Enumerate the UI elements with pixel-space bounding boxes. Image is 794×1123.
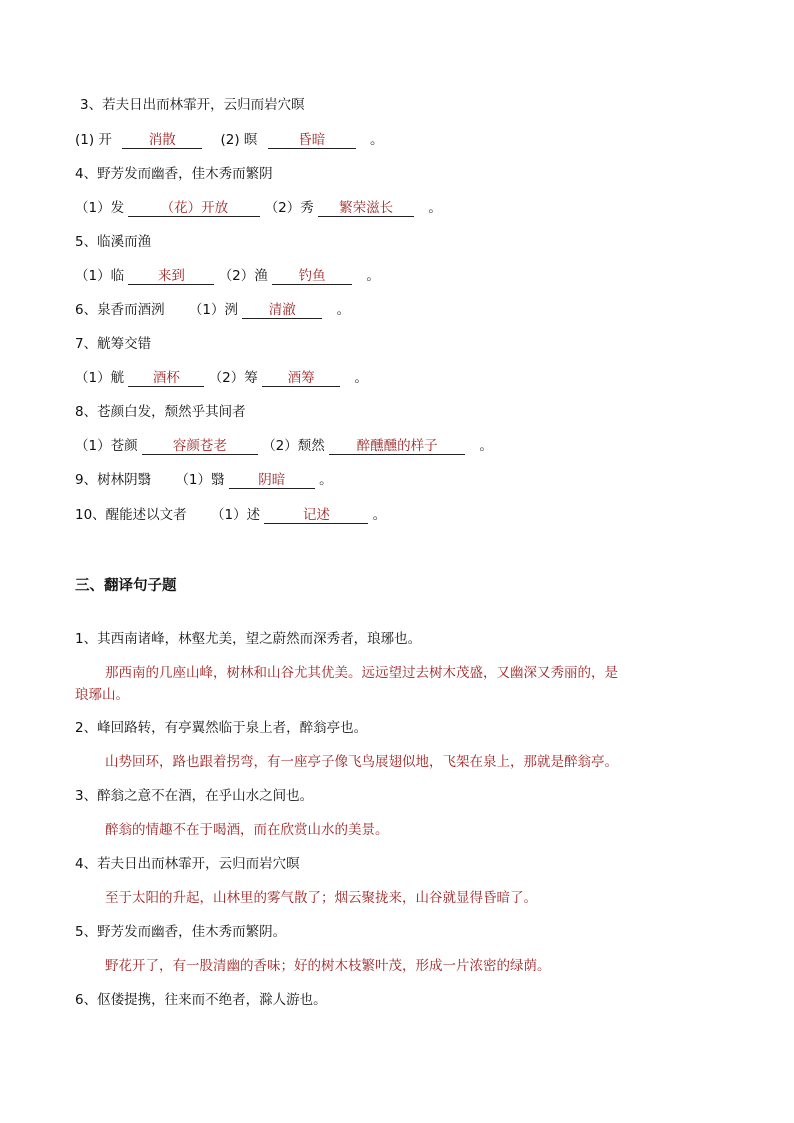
end-mark: 。 — [366, 268, 380, 284]
answer-blank: 酒杯 — [128, 370, 204, 387]
vocab-q4-answers — [75, 199, 442, 217]
answer-label: （1）述 — [210, 507, 261, 523]
answer-blank: 钓鱼 — [272, 268, 352, 285]
answer-label: (2) 暝 — [220, 132, 258, 148]
answer-blank: 繁荣滋长 — [318, 200, 414, 217]
translation-source-6: 6、伛偻提携，往来而不绝者，滁人游也。 — [75, 992, 327, 1008]
answer-label: （1）翳 — [175, 472, 225, 488]
answer-label: (1) 开 — [75, 132, 112, 148]
vocab-q9-prompt: 9、树林阴翳 — [75, 472, 152, 488]
translation-answer-2: 山势回环，路也跟着拐弯，有一座亭子像飞鸟展翅似地，飞架在泉上，那就是醉翁亭。 — [105, 754, 618, 770]
answer-label: （1）临 — [75, 268, 125, 284]
answer-label: （1）洌 — [188, 302, 238, 318]
translation-source-3: 3、醉翁之意不在酒，在乎山水之间也。 — [75, 788, 314, 804]
vocab-q3-answers — [75, 131, 384, 149]
vocab-q5-prompt: 5、临溪而渔 — [75, 234, 152, 250]
end-mark: 。 — [336, 302, 351, 318]
answer-label: （1）觥 — [75, 370, 125, 386]
translation-answer-3: 醉翁的情趣不在于喝酒，而在欣赏山水的美景。 — [105, 822, 389, 838]
end-mark: 。 — [319, 472, 333, 488]
answer-blank: 记述 — [264, 507, 368, 524]
vocab-q4-prompt: 4、野芳发而幽香，佳木秀而繁阴 — [75, 166, 273, 182]
end-mark: 。 — [372, 507, 387, 523]
section-heading: 三、翻译句子题 — [75, 578, 177, 594]
vocab-q10-prompt: 10、醒能述以文者 — [75, 507, 187, 523]
vocab-q10 — [75, 506, 386, 524]
vocab-q6-prompt: 6、泉香而酒洌 — [75, 302, 165, 318]
vocab-q7-answers — [75, 369, 368, 387]
answer-blank: 容颜苍老 — [142, 438, 258, 455]
vocab-q8-prompt: 8、苍颜白发，颓然乎其间者 — [75, 404, 246, 420]
vocab-q3-prompt: 3、若夫日出而林霏开，云归而岩穴暝 — [80, 97, 305, 113]
vocab-q9 — [75, 471, 333, 489]
answer-blank: 消散 — [122, 132, 202, 149]
end-mark: 。 — [479, 438, 493, 454]
translation-source-5: 5、野芳发而幽香，佳木秀而繁阴。 — [75, 924, 287, 940]
vocab-q5-answers — [75, 267, 380, 285]
answer-blank: 阴暗 — [229, 472, 315, 489]
answer-blank: （花）开放 — [128, 200, 260, 217]
answer-label: （1）发 — [75, 200, 125, 216]
answer-label: （2）筹 — [208, 370, 258, 386]
answer-label: （1）苍颜 — [75, 438, 138, 454]
end-mark: 。 — [370, 132, 384, 148]
answer-blank: 酒筹 — [262, 370, 340, 387]
answer-blank: 清澈 — [242, 302, 322, 319]
answer-blank: 昏暗 — [268, 132, 356, 149]
vocab-q6 — [75, 301, 350, 319]
translation-answer-1a: 那西南的几座山峰，树林和山谷尤其优美。远远望过去树木茂盛，又幽深又秀丽的，是 — [105, 665, 618, 681]
answer-label: （2）颓然 — [262, 438, 325, 454]
translation-answer-5: 野花开了，有一股清幽的香味；好的树木枝繁叶茂，形成一片浓密的绿荫。 — [105, 958, 551, 974]
vocab-q7-prompt: 7、觥筹交错 — [75, 336, 152, 352]
end-mark: 。 — [428, 200, 442, 216]
answer-blank: 来到 — [128, 268, 214, 285]
answer-blank: 醉醺醺的样子 — [329, 438, 465, 455]
end-mark: 。 — [354, 370, 368, 386]
translation-source-2: 2、峰回路转，有亭翼然临于泉上者，醉翁亭也。 — [75, 720, 368, 736]
answer-label: （2）渔 — [218, 268, 268, 284]
translation-source-4: 4、若夫日出而林霏开，云归而岩穴暝 — [75, 856, 300, 872]
translation-source-1: 1、其西南诸峰，林壑尤美，望之蔚然而深秀者，琅琊也。 — [75, 631, 422, 647]
translation-answer-1b: 琅琊山。 — [75, 687, 129, 703]
vocab-q8-answers — [75, 437, 493, 455]
answer-label: （2）秀 — [264, 200, 314, 216]
translation-answer-4: 至于太阳的升起，山林里的雾气散了；烟云聚拢来，山谷就显得昏暗了。 — [105, 890, 537, 906]
